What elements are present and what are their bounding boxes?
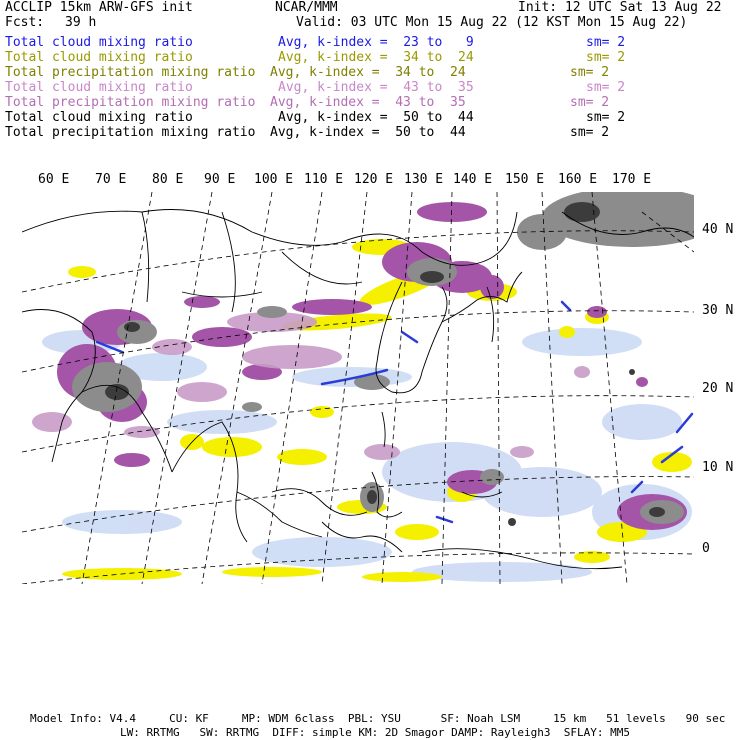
legend-row-6 (5, 110, 705, 125)
latitude-label: 0 (702, 541, 710, 556)
forecast-hours: 39 h (65, 15, 97, 30)
longitude-label: 120 E (354, 172, 394, 187)
legend-sm: sm= 2 (570, 65, 610, 80)
legend-sm: sm= 2 (570, 95, 610, 110)
latitude-label: 40 N (702, 222, 734, 237)
legend-row-1 (5, 35, 705, 50)
longitude-label: 170 E (612, 172, 652, 187)
legend-row-4 (5, 80, 705, 95)
legend-row-3 (5, 65, 705, 80)
legend-sm: sm= 2 (586, 35, 626, 50)
legend-field: Total precipitation mixing ratio (5, 125, 256, 140)
model-info-line-1: Model Info: V4.4 CU: KF MP: WDM 6class PBL: YSU SF: Noah LSM 15 km 51 levels 90 sec (30, 712, 726, 725)
longitude-label: 80 E (152, 172, 184, 187)
legend-field: Total cloud mixing ratio (5, 110, 193, 125)
legend-avg: Avg, k-index = 34 to 24 (278, 50, 474, 65)
longitude-label: 100 E (254, 172, 294, 187)
longitude-label: 90 E (204, 172, 236, 187)
legend-row-5 (5, 95, 705, 110)
legend-avg: Avg, k-index = 43 to 35 (270, 95, 466, 110)
longitude-label: 130 E (404, 172, 444, 187)
legend-sm: sm= 2 (586, 80, 626, 95)
model-info-line-2: LW: RRTMG SW: RRTMG DIFF: simple KM: 2D Smagor DAMP: Rayleigh3 SFLAY: MM5 (120, 726, 630, 739)
legend-field: Total cloud mixing ratio (5, 35, 193, 50)
longitude-label: 140 E (453, 172, 493, 187)
legend-sm: sm= 2 (586, 50, 626, 65)
legend-row-7 (5, 125, 705, 140)
forecast-map (22, 192, 694, 584)
latitude-label: 30 N (702, 303, 734, 318)
legend-avg: Avg, k-index = 23 to 9 (278, 35, 474, 50)
longitude-label: 160 E (558, 172, 598, 187)
latitude-label: 20 N (702, 381, 734, 396)
legend-sm: sm= 2 (586, 110, 626, 125)
legend-row-2 (5, 50, 705, 65)
longitude-label: 60 E (38, 172, 70, 187)
legend-field: Total precipitation mixing ratio (5, 65, 256, 80)
legend-field: Total cloud mixing ratio (5, 50, 193, 65)
legend-field: Total cloud mixing ratio (5, 80, 193, 95)
init-time: Init: 12 UTC Sat 13 Aug 22 (518, 0, 722, 15)
organization-label: NCAR/MMM (275, 0, 338, 15)
legend-avg: Avg, k-index = 50 to 44 (278, 110, 474, 125)
legend-sm: sm= 2 (570, 125, 610, 140)
longitude-label: 110 E (304, 172, 344, 187)
latitude-label: 10 N (702, 460, 734, 475)
legend-avg: Avg, k-index = 34 to 24 (270, 65, 466, 80)
longitude-label: 150 E (505, 172, 545, 187)
valid-time: Valid: 03 UTC Mon 15 Aug 22 (12 KST Mon 15 Aug 22) (296, 15, 688, 30)
legend-field: Total precipitation mixing ratio (5, 95, 256, 110)
legend-avg: Avg, k-index = 43 to 35 (278, 80, 474, 95)
longitude-label: 70 E (95, 172, 127, 187)
forecast-label: Fcst: (5, 15, 45, 30)
model-title: ACCLIP 15km ARW-GFS init (5, 0, 193, 15)
legend-avg: Avg, k-index = 50 to 44 (270, 125, 466, 140)
